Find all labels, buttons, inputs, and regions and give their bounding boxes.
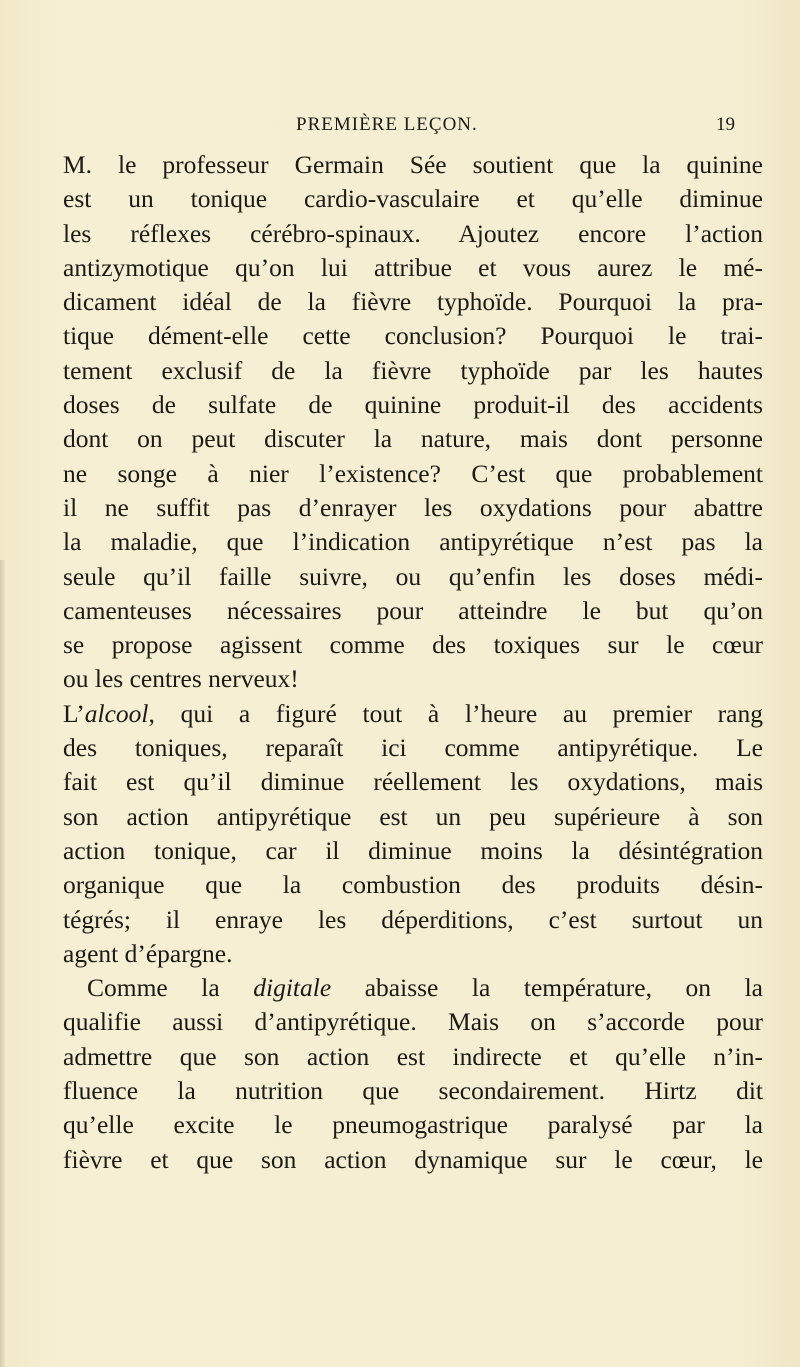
text-line-with-italic: [63, 971, 763, 1005]
text-line: organique que la combustion des produits désin-: [63, 870, 763, 900]
text-line: qualifie aussi d’antipyrétique. Mais on s’accorde pour: [63, 1007, 763, 1037]
text-fragment: abaisse la température, on la: [331, 973, 763, 1003]
text-line: tique dément-elle cette conclusion? Pourquoi le trai-: [63, 321, 763, 351]
text-fragment: L’: [63, 698, 85, 728]
page-edge-shadow: [0, 560, 6, 1367]
text-line: antizymotique qu’on lui attribue et vous aurez le mé-: [63, 252, 763, 282]
text-line: les réflexes cérébro-spinaux. Ajoutez encore l’action: [63, 218, 763, 248]
text-line: tement exclusif de la fièvre typhoïde par les hautes: [63, 355, 763, 385]
text-line: action tonique, car il diminue moins la désintégration: [63, 835, 763, 865]
text-line: est un tonique cardio-vasculaire et qu’elle diminue: [63, 184, 763, 214]
text-line: fait est qu’il diminue réellement les oxydations, mais: [63, 767, 763, 797]
text-line: seule qu’il faille suivre, ou qu’enfin les doses médi-: [63, 561, 763, 591]
italic-term: alcool: [84, 698, 149, 728]
running-head: [40, 114, 760, 144]
text-line: fièvre et que son action dynamique sur le cœur, le: [63, 1144, 763, 1174]
text-fragment: Comme la: [87, 973, 254, 1003]
body-text: [63, 148, 763, 1177]
text-fragment: , qui a figuré tout à l’heure au premier rang: [148, 698, 763, 728]
text-line-with-italic: [63, 697, 763, 731]
page-number: 19: [716, 114, 735, 135]
text-line: ne songe à nier l’existence? C’est que probablement: [63, 458, 763, 488]
text-line: tégrés; il enraye les déperditions, c’est surtout un: [63, 904, 763, 934]
chapter-title: PREMIÈRE LEÇON.: [296, 114, 478, 135]
text-line: ou les centres nerveux!: [63, 664, 299, 694]
text-line: dont on peut discuter la nature, mais dont personne: [63, 424, 763, 454]
text-line: il ne suffit pas d’enrayer les oxydations pour abattre: [63, 492, 763, 522]
text-line: doses de sulfate de quinine produit-il des accidents: [63, 390, 763, 420]
text-line: dicament idéal de la fièvre typhoïde. Pourquoi la pra-: [63, 287, 763, 317]
text-line: se propose agissent comme des toxiques sur le cœur: [63, 630, 763, 660]
text-line: agent d’épargne.: [63, 938, 233, 968]
text-line: des toniques, reparaît ici comme antipyrétique. Le: [63, 733, 763, 763]
text-line: admettre que son action est indirecte et qu’elle n’in-: [63, 1041, 763, 1071]
text-line: qu’elle excite le pneumogastrique paralysé par la: [63, 1110, 763, 1140]
text-line: son action antipyrétique est un peu supérieure à son: [63, 801, 763, 831]
text-line: fluence la nutrition que secondairement. Hirtz dit: [63, 1076, 763, 1106]
text-line: la maladie, que l’indication antipyrétique n’est pas la: [63, 527, 763, 557]
italic-term: digitale: [253, 973, 332, 1003]
text-line: camenteuses nécessaires pour atteindre le but qu’on: [63, 595, 763, 625]
text-line: M. le professeur Germain Sée soutient que la quinine: [63, 150, 763, 179]
